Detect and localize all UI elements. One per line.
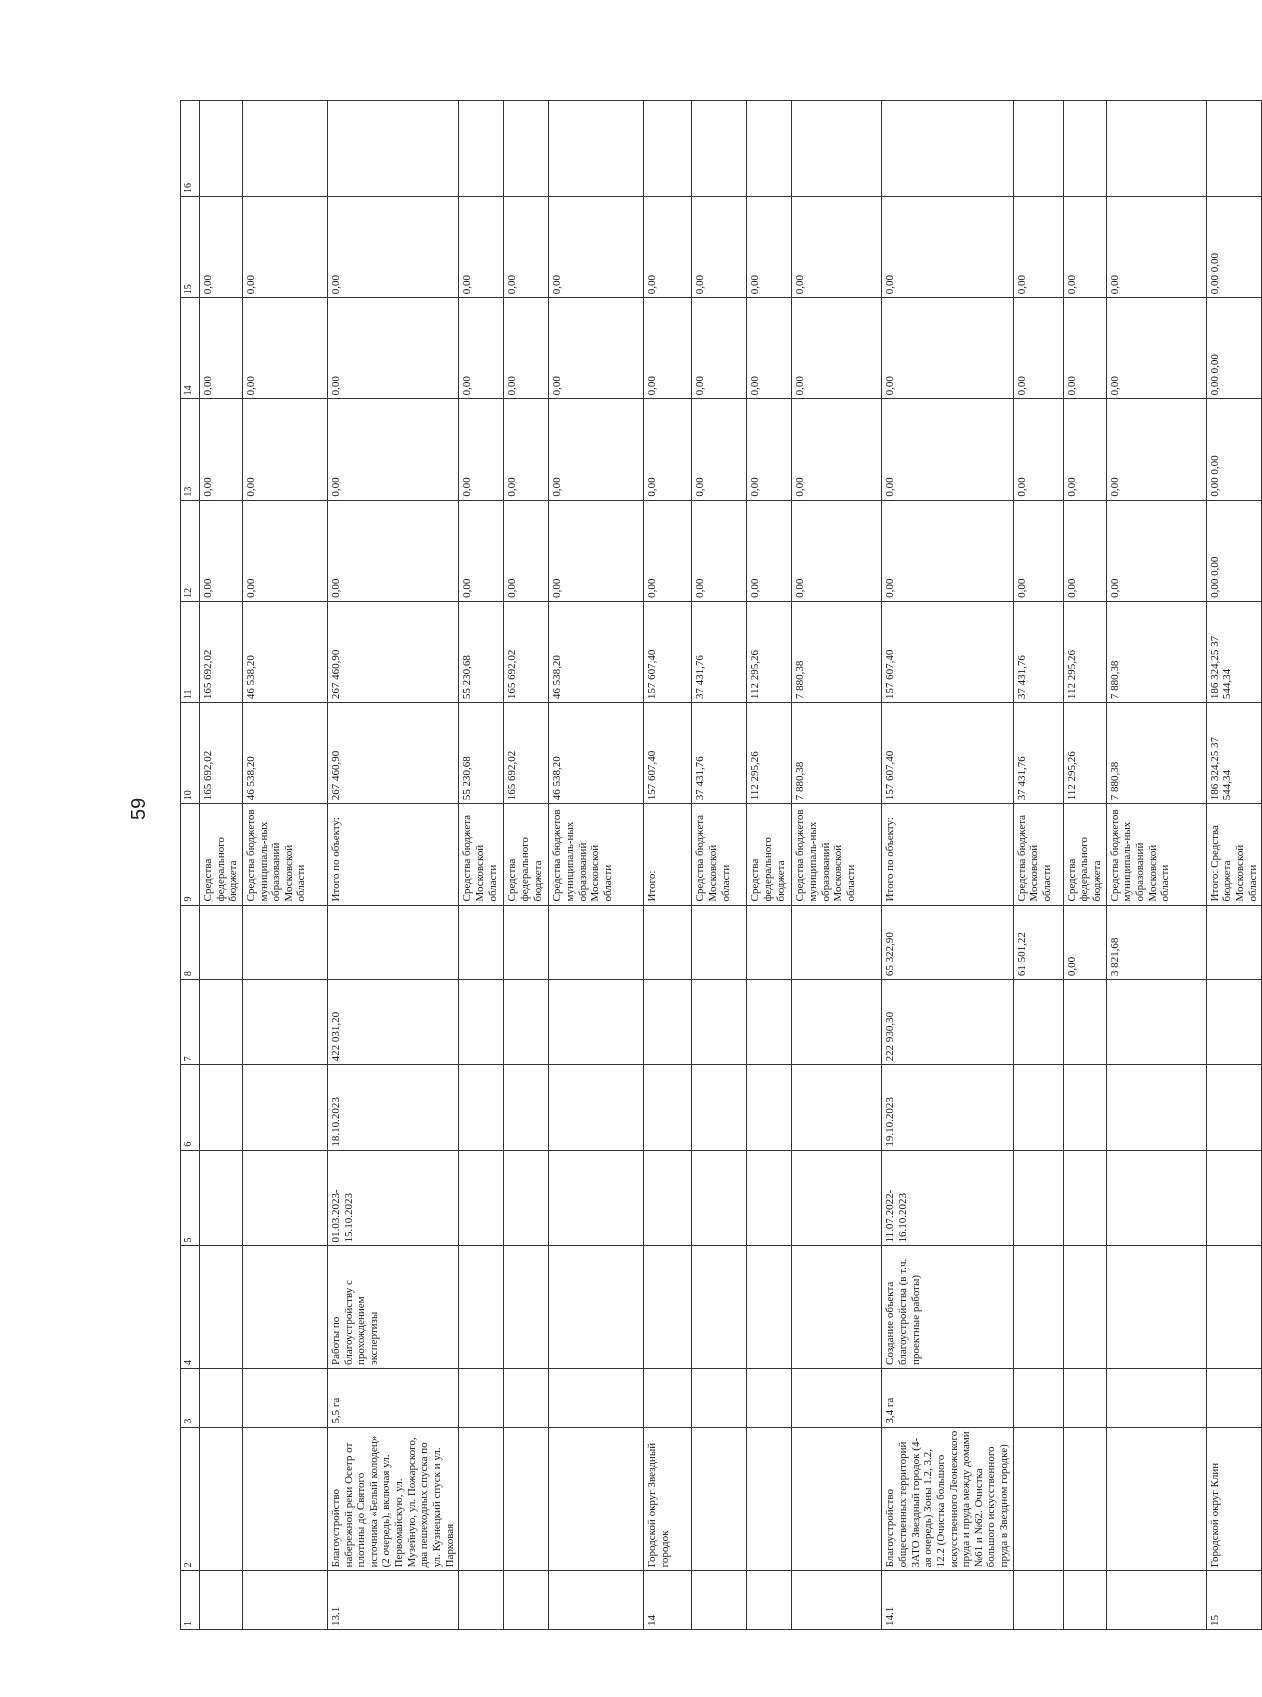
table-cell-col-9: Средства бюджетов муниципаль-ных образований Московской области xyxy=(792,804,882,905)
table-cell-col-4 xyxy=(1206,1246,1262,1369)
table-cell-col-5 xyxy=(1106,1150,1206,1246)
table-cell-col-5 xyxy=(242,1150,327,1246)
table-cell-col-1 xyxy=(1013,1571,1063,1630)
table-cell-col-4 xyxy=(692,1246,747,1369)
table-cell-col-12: 0,00 xyxy=(549,500,644,601)
table-cell-col-4: Работы по благоустройству с прохождением экспертизы xyxy=(327,1246,458,1369)
table-cell-col-16 xyxy=(549,101,644,197)
table-cell-col-12: 0,00 xyxy=(327,500,458,601)
table-cell-col-5: 01.03.2023-15.10.2023 xyxy=(327,1150,458,1246)
table-cell-col-9: Итого по объекту: xyxy=(327,804,458,905)
table-cell-col-10: 157 607,40 xyxy=(644,703,692,804)
table-cell-col-9: Средства бюджета Московской области xyxy=(459,804,504,905)
table-cell-col-2: Благоустройство набережной реки Осетр от плотины до Святого источника «Белый колодец» (2 очередь), включая ул. Первомайскую, ул. Музейную, ул. Пожарского, два пешеходных спуска по ул. Кузнецкий спуск и ул. Парковая xyxy=(327,1427,458,1571)
table-row xyxy=(644,101,692,1630)
table-cell-col-5 xyxy=(200,1150,243,1246)
table-cell-col-9: Средства федерального бюджета xyxy=(200,804,243,905)
table-cell-col-11: 165 692,02 xyxy=(200,601,243,702)
table-cell-col-1: 14.1 xyxy=(882,1571,1013,1630)
table-cell-col-10: 46 538,20 xyxy=(242,703,327,804)
table-cell-col-14: 0,00 xyxy=(200,298,243,399)
table-cell-col-7 xyxy=(459,980,504,1065)
table-cell-col-3 xyxy=(1013,1368,1063,1427)
column-number-11: 11 xyxy=(181,601,200,702)
table-cell-col-15: 0,00 xyxy=(1106,196,1206,297)
table-cell-col-4 xyxy=(200,1246,243,1369)
table-cell-col-1 xyxy=(747,1571,792,1630)
table-cell-col-3 xyxy=(1063,1368,1106,1427)
table-cell-col-6 xyxy=(1106,1065,1206,1150)
table-cell-col-13: 0,00 xyxy=(882,399,1013,500)
table-cell-col-2 xyxy=(459,1427,504,1571)
table-cell-col-9: Средства бюджетов муниципаль-ных образований Московской области xyxy=(549,804,644,905)
table-cell-col-3 xyxy=(459,1368,504,1427)
table-row xyxy=(549,101,644,1630)
table-cell-col-7 xyxy=(1063,980,1106,1065)
table-cell-col-5 xyxy=(747,1150,792,1246)
table-row xyxy=(792,101,882,1630)
table-cell-col-2: Городской округ Звездный городок xyxy=(644,1427,692,1571)
budget-table-rotated xyxy=(180,100,1262,1630)
table-cell-col-16 xyxy=(504,101,549,197)
table-cell-col-13: 0,00 0,00 xyxy=(1206,399,1262,500)
table-cell-col-11: 112 295,26 xyxy=(1063,601,1106,702)
table-cell-col-6 xyxy=(459,1065,504,1150)
table-cell-col-4 xyxy=(504,1246,549,1369)
column-number-3: 3 xyxy=(181,1368,200,1427)
page-number: 59 xyxy=(128,797,150,820)
table-row xyxy=(1106,101,1206,1630)
table-cell-col-1: 15 xyxy=(1206,1571,1262,1630)
column-number-13: 13 xyxy=(181,399,200,500)
table-cell-col-16 xyxy=(747,101,792,197)
column-number-4: 4 xyxy=(181,1246,200,1369)
table-cell-col-7 xyxy=(200,980,243,1065)
table-cell-col-6 xyxy=(504,1065,549,1150)
table-cell-col-11: 165 692,02 xyxy=(504,601,549,702)
table-cell-col-13: 0,00 xyxy=(459,399,504,500)
table-cell-col-16 xyxy=(200,101,243,197)
table-cell-col-9: Средства федерального бюджета xyxy=(504,804,549,905)
table-cell-col-6 xyxy=(1206,1065,1262,1150)
table-cell-col-7 xyxy=(549,980,644,1065)
column-number-1: 1 xyxy=(181,1571,200,1630)
table-cell-col-2 xyxy=(747,1427,792,1571)
table-cell-col-8 xyxy=(692,905,747,980)
table-cell-col-8 xyxy=(242,905,327,980)
table-cell-col-6 xyxy=(1063,1065,1106,1150)
table-cell-col-13: 0,00 xyxy=(327,399,458,500)
table-cell-col-15: 0,00 xyxy=(200,196,243,297)
table-row xyxy=(200,101,243,1630)
table-cell-col-6: 18.10.2023 xyxy=(327,1065,458,1150)
table-cell-col-13: 0,00 xyxy=(792,399,882,500)
table-cell-col-1: 13.1 xyxy=(327,1571,458,1630)
table-row xyxy=(459,101,504,1630)
table-cell-col-13: 0,00 xyxy=(1106,399,1206,500)
table-cell-col-11: 7 880,38 xyxy=(792,601,882,702)
table-cell-col-13: 0,00 xyxy=(692,399,747,500)
table-row xyxy=(692,101,747,1630)
table-row xyxy=(1013,101,1063,1630)
table-cell-col-9: Средства бюджетов муниципаль-ных образований Московской области xyxy=(242,804,327,905)
table-cell-col-8: 3 821,68 xyxy=(1106,905,1206,980)
table-cell-col-4 xyxy=(242,1246,327,1369)
table-cell-col-13: 0,00 xyxy=(747,399,792,500)
table-cell-col-5 xyxy=(792,1150,882,1246)
table-cell-col-6 xyxy=(792,1065,882,1150)
budget-table xyxy=(180,100,1262,1630)
table-cell-col-15: 0,00 xyxy=(504,196,549,297)
table-cell-col-14: 0,00 xyxy=(459,298,504,399)
column-number-8: 8 xyxy=(181,905,200,980)
table-cell-col-1 xyxy=(1106,1571,1206,1630)
table-cell-col-3 xyxy=(200,1368,243,1427)
table-cell-col-3 xyxy=(504,1368,549,1427)
table-cell-col-3 xyxy=(692,1368,747,1427)
table-cell-col-2 xyxy=(504,1427,549,1571)
table-row xyxy=(747,101,792,1630)
table-cell-col-7 xyxy=(644,980,692,1065)
table-cell-col-15: 0,00 xyxy=(327,196,458,297)
table-cell-col-1 xyxy=(459,1571,504,1630)
table-row xyxy=(504,101,549,1630)
table-cell-col-14: 0,00 xyxy=(747,298,792,399)
table-cell-col-2 xyxy=(692,1427,747,1571)
table-cell-col-11: 186 324,25 37 544,34 xyxy=(1206,601,1262,702)
table-cell-col-5 xyxy=(644,1150,692,1246)
table-cell-col-16 xyxy=(882,101,1013,197)
table-cell-col-3: 5,5 га xyxy=(327,1368,458,1427)
column-number-row xyxy=(181,101,200,1630)
table-cell-col-16 xyxy=(792,101,882,197)
table-cell-col-3 xyxy=(1206,1368,1262,1427)
table-cell-col-15: 0,00 xyxy=(882,196,1013,297)
table-cell-col-5: 11.07.2022-16.10.2023 xyxy=(882,1150,1013,1246)
table-cell-col-14: 0,00 xyxy=(1013,298,1063,399)
table-cell-col-9: Средства бюджета Московской области xyxy=(1013,804,1063,905)
table-cell-col-5 xyxy=(459,1150,504,1246)
table-cell-col-12: 0,00 xyxy=(459,500,504,601)
table-cell-col-13: 0,00 xyxy=(644,399,692,500)
table-cell-col-3 xyxy=(792,1368,882,1427)
table-cell-col-14: 0,00 xyxy=(644,298,692,399)
table-cell-col-6 xyxy=(747,1065,792,1150)
column-number-2: 2 xyxy=(181,1427,200,1571)
table-cell-col-12: 0,00 xyxy=(882,500,1013,601)
table-cell-col-11: 112 295,26 xyxy=(747,601,792,702)
table-cell-col-13: 0,00 xyxy=(200,399,243,500)
table-cell-col-14: 0,00 0,00 xyxy=(1206,298,1262,399)
table-cell-col-15: 0,00 xyxy=(459,196,504,297)
table-cell-col-1 xyxy=(792,1571,882,1630)
table-cell-col-8 xyxy=(644,905,692,980)
table-cell-col-3: 3,4 га xyxy=(882,1368,1013,1427)
table-cell-col-10: 55 230,68 xyxy=(459,703,504,804)
table-cell-col-12: 0,00 xyxy=(1106,500,1206,601)
table-cell-col-5 xyxy=(1063,1150,1106,1246)
table-cell-col-16 xyxy=(1063,101,1106,197)
table-cell-col-9: Итого по объекту: xyxy=(882,804,1013,905)
table-cell-col-7 xyxy=(1106,980,1206,1065)
table-cell-col-6 xyxy=(549,1065,644,1150)
table-cell-col-15: 0,00 xyxy=(692,196,747,297)
table-cell-col-4 xyxy=(459,1246,504,1369)
column-number-6: 6 xyxy=(181,1065,200,1150)
table-cell-col-16 xyxy=(1206,101,1262,197)
table-cell-col-2 xyxy=(200,1427,243,1571)
table-cell-col-9: Средства федерального бюджета xyxy=(1063,804,1106,905)
table-cell-col-10: 37 431,76 xyxy=(692,703,747,804)
table-cell-col-1: 14 xyxy=(644,1571,692,1630)
table-cell-col-12: 0,00 xyxy=(692,500,747,601)
table-cell-col-4: Создание объекта благоустройства (в т.ч. проектные работы) xyxy=(882,1246,1013,1369)
table-cell-col-13: 0,00 xyxy=(549,399,644,500)
table-cell-col-10: 46 538,20 xyxy=(549,703,644,804)
table-cell-col-8: 0,00 xyxy=(1063,905,1106,980)
table-cell-col-12: 0,00 xyxy=(1013,500,1063,601)
table-cell-col-9: Средства бюджетов муниципаль-ных образований Московской области xyxy=(1106,804,1206,905)
table-cell-col-2 xyxy=(1106,1427,1206,1571)
table-cell-col-12: 0,00 0,00 xyxy=(1206,500,1262,601)
table-cell-col-1 xyxy=(549,1571,644,1630)
table-cell-col-7: 422 031,20 xyxy=(327,980,458,1065)
table-cell-col-9: Итого: xyxy=(644,804,692,905)
table-cell-col-6: 19.10.2023 xyxy=(882,1065,1013,1150)
table-cell-col-14: 0,00 xyxy=(504,298,549,399)
table-cell-col-15: 0,00 xyxy=(747,196,792,297)
table-cell-col-5 xyxy=(504,1150,549,1246)
column-number-12: 12 xyxy=(181,500,200,601)
table-cell-col-15: 0,00 xyxy=(792,196,882,297)
table-cell-col-14: 0,00 xyxy=(882,298,1013,399)
table-cell-col-16 xyxy=(459,101,504,197)
table-cell-col-12: 0,00 xyxy=(200,500,243,601)
table-cell-col-3 xyxy=(1106,1368,1206,1427)
table-cell-col-7 xyxy=(1206,980,1262,1065)
table-cell-col-10: 7 880,38 xyxy=(792,703,882,804)
table-cell-col-13: 0,00 xyxy=(504,399,549,500)
table-row xyxy=(242,101,327,1630)
table-cell-col-1 xyxy=(242,1571,327,1630)
table-cell-col-10: 186 324,25 37 544,34 xyxy=(1206,703,1262,804)
table-cell-col-1 xyxy=(692,1571,747,1630)
table-cell-col-13: 0,00 xyxy=(1013,399,1063,500)
table-cell-col-3 xyxy=(242,1368,327,1427)
column-number-16: 16 xyxy=(181,101,200,197)
table-cell-col-8 xyxy=(1206,905,1262,980)
table-cell-col-11: 37 431,76 xyxy=(1013,601,1063,702)
table-cell-col-7 xyxy=(504,980,549,1065)
table-cell-col-14: 0,00 xyxy=(792,298,882,399)
table-cell-col-15: 0,00 0,00 xyxy=(1206,196,1262,297)
table-cell-col-12: 0,00 xyxy=(242,500,327,601)
table-cell-col-2 xyxy=(242,1427,327,1571)
table-cell-col-16 xyxy=(692,101,747,197)
table-cell-col-16 xyxy=(327,101,458,197)
table-cell-col-3 xyxy=(644,1368,692,1427)
column-number-15: 15 xyxy=(181,196,200,297)
table-cell-col-14: 0,00 xyxy=(327,298,458,399)
table-cell-col-11: 46 538,20 xyxy=(549,601,644,702)
table-cell-col-10: 157 607,40 xyxy=(882,703,1013,804)
table-cell-col-15: 0,00 xyxy=(644,196,692,297)
table-cell-col-9: Средства бюджета Московской области xyxy=(692,804,747,905)
table-cell-col-11: 55 230,68 xyxy=(459,601,504,702)
column-number-7: 7 xyxy=(181,980,200,1065)
column-number-9: 9 xyxy=(181,804,200,905)
table-cell-col-12: 0,00 xyxy=(1063,500,1106,601)
table-cell-col-14: 0,00 xyxy=(242,298,327,399)
table-cell-col-1 xyxy=(504,1571,549,1630)
table-cell-col-4 xyxy=(1106,1246,1206,1369)
table-body xyxy=(200,101,1262,1630)
table-cell-col-13: 0,00 xyxy=(242,399,327,500)
table-cell-col-15: 0,00 xyxy=(242,196,327,297)
table-cell-col-8 xyxy=(459,905,504,980)
table-cell-col-4 xyxy=(1013,1246,1063,1369)
table-cell-col-8 xyxy=(549,905,644,980)
table-cell-col-7 xyxy=(1013,980,1063,1065)
table-cell-col-8 xyxy=(792,905,882,980)
table-cell-col-6 xyxy=(242,1065,327,1150)
table-cell-col-14: 0,00 xyxy=(1063,298,1106,399)
table-cell-col-3 xyxy=(747,1368,792,1427)
table-cell-col-15: 0,00 xyxy=(1063,196,1106,297)
table-cell-col-8 xyxy=(327,905,458,980)
table-cell-col-10: 37 431,76 xyxy=(1013,703,1063,804)
table-cell-col-12: 0,00 xyxy=(644,500,692,601)
table-cell-col-9: Итого: Средства бюджета Московской области xyxy=(1206,804,1262,905)
table-cell-col-16 xyxy=(242,101,327,197)
table-cell-col-16 xyxy=(1106,101,1206,197)
column-number-14: 14 xyxy=(181,298,200,399)
table-cell-col-10: 7 880,38 xyxy=(1106,703,1206,804)
table-cell-col-4 xyxy=(1063,1246,1106,1369)
table-cell-col-7 xyxy=(242,980,327,1065)
table-cell-col-4 xyxy=(747,1246,792,1369)
table-cell-col-2 xyxy=(1013,1427,1063,1571)
table-cell-col-14: 0,00 xyxy=(549,298,644,399)
table-cell-col-8: 65 322,90 xyxy=(882,905,1013,980)
table-cell-col-3 xyxy=(549,1368,644,1427)
table-cell-col-10: 165 692,02 xyxy=(200,703,243,804)
table-cell-col-4 xyxy=(792,1246,882,1369)
table-cell-col-6 xyxy=(644,1065,692,1150)
table-row xyxy=(882,101,1013,1630)
table-cell-col-7 xyxy=(692,980,747,1065)
table-cell-col-12: 0,00 xyxy=(792,500,882,601)
table-cell-col-4 xyxy=(549,1246,644,1369)
table-cell-col-1 xyxy=(200,1571,243,1630)
table-cell-col-2: Городской округ Клин xyxy=(1206,1427,1262,1571)
table-cell-col-5 xyxy=(692,1150,747,1246)
table-row xyxy=(1206,101,1262,1630)
table-cell-col-14: 0,00 xyxy=(692,298,747,399)
table-cell-col-10: 112 295,26 xyxy=(747,703,792,804)
table-cell-col-10: 112 295,26 xyxy=(1063,703,1106,804)
table-cell-col-1 xyxy=(1063,1571,1106,1630)
table-cell-col-11: 267 460,90 xyxy=(327,601,458,702)
table-cell-col-6 xyxy=(200,1065,243,1150)
table-cell-col-11: 157 607,40 xyxy=(644,601,692,702)
table-cell-col-2 xyxy=(1063,1427,1106,1571)
table-cell-col-11: 7 880,38 xyxy=(1106,601,1206,702)
table-cell-col-15: 0,00 xyxy=(549,196,644,297)
table-cell-col-10: 267 460,90 xyxy=(327,703,458,804)
table-cell-col-12: 0,00 xyxy=(747,500,792,601)
table-cell-col-11: 157 607,40 xyxy=(882,601,1013,702)
table-cell-col-7 xyxy=(792,980,882,1065)
table-cell-col-7: 222 930,30 xyxy=(882,980,1013,1065)
table-cell-col-8: 61 501,22 xyxy=(1013,905,1063,980)
column-number-5: 5 xyxy=(181,1150,200,1246)
table-cell-col-10: 165 692,02 xyxy=(504,703,549,804)
table-cell-col-12: 0,00 xyxy=(504,500,549,601)
table-cell-col-14: 0,00 xyxy=(1106,298,1206,399)
table-cell-col-9: Средства федерального бюджета xyxy=(747,804,792,905)
column-number-10: 10 xyxy=(181,703,200,804)
table-cell-col-15: 0,00 xyxy=(1013,196,1063,297)
table-cell-col-5 xyxy=(549,1150,644,1246)
table-cell-col-16 xyxy=(644,101,692,197)
table-cell-col-4 xyxy=(644,1246,692,1369)
table-cell-col-2 xyxy=(792,1427,882,1571)
table-row xyxy=(1063,101,1106,1630)
table-cell-col-11: 37 431,76 xyxy=(692,601,747,702)
table-cell-col-16 xyxy=(1013,101,1063,197)
table-row xyxy=(327,101,458,1630)
table-cell-col-5 xyxy=(1013,1150,1063,1246)
table-cell-col-8 xyxy=(747,905,792,980)
table-cell-col-8 xyxy=(504,905,549,980)
table-cell-col-13: 0,00 xyxy=(1063,399,1106,500)
table-cell-col-6 xyxy=(1013,1065,1063,1150)
table-cell-col-2: Благоустройство общественных территорий ЗАТО Звездный городок (4-ая очередь) Зоны 1.2, 3.2, 12.2 (Очистка большого искусственного Леонежского пруда и пруда между домами №61 и №62. Очистка большого искусственного пруда в Звездном городке) xyxy=(882,1427,1013,1571)
table-cell-col-11: 46 538,20 xyxy=(242,601,327,702)
table-cell-col-5 xyxy=(1206,1150,1262,1246)
table-cell-col-7 xyxy=(747,980,792,1065)
table-cell-col-8 xyxy=(200,905,243,980)
table-cell-col-2 xyxy=(549,1427,644,1571)
table-cell-col-6 xyxy=(692,1065,747,1150)
